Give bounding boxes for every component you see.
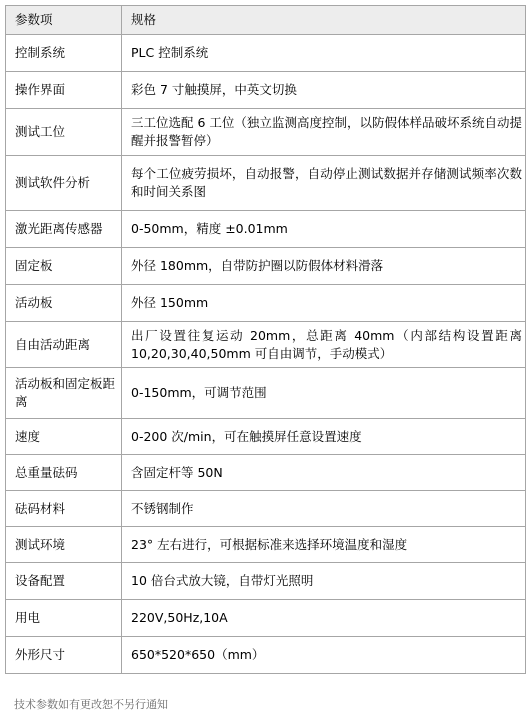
table-row xyxy=(6,637,526,674)
spec-cell: 含固定杆等 50N xyxy=(122,455,526,491)
table-row xyxy=(6,419,526,455)
spec-cell: 0-200 次/min，可在触摸屏任意设置速度 xyxy=(122,419,526,455)
spec-table xyxy=(5,5,526,674)
spec-cell: 每个工位疲劳损坏，自动报警，自动停止测试数据并存储测试频率次数和时间关系图 xyxy=(122,156,526,211)
param-cell: 活动板和固定板距离 xyxy=(6,368,122,419)
header-spec-cell: 规格 xyxy=(122,6,526,35)
spec-cell: 220V,50Hz,10A xyxy=(122,600,526,637)
spec-cell: 0-150mm，可调节范围 xyxy=(122,368,526,419)
param-cell: 速度 xyxy=(6,419,122,455)
table-row xyxy=(6,563,526,600)
table-row xyxy=(6,285,526,322)
param-cell: 自由活动距离 xyxy=(6,322,122,368)
spec-cell: 三工位选配 6 工位（独立监测高度控制，以防假体样品破坏系统自动提醒并报警暂停） xyxy=(122,109,526,156)
table-row xyxy=(6,72,526,109)
spec-cell: 10 倍台式放大镜，自带灯光照明 xyxy=(122,563,526,600)
spec-cell: 0-50mm，精度 ±0.01mm xyxy=(122,211,526,248)
footnote: 技术参数如有更改恕不另行通知 xyxy=(14,698,168,711)
param-cell: 砝码材料 xyxy=(6,491,122,527)
param-cell: 测试环境 xyxy=(6,527,122,563)
table-row xyxy=(6,211,526,248)
table-row xyxy=(6,600,526,637)
param-cell: 活动板 xyxy=(6,285,122,322)
param-cell: 测试工位 xyxy=(6,109,122,156)
spec-cell: 23° 左右进行，可根据标准来选择环境温度和湿度 xyxy=(122,527,526,563)
spec-cell: 不锈钢制作 xyxy=(122,491,526,527)
table-row xyxy=(6,491,526,527)
header-param-cell: 参数项 xyxy=(6,6,122,35)
spec-cell: 外径 180mm，自带防护圈以防假体材料滑落 xyxy=(122,248,526,285)
param-cell: 总重量砝码 xyxy=(6,455,122,491)
spec-cell: PLC 控制系统 xyxy=(122,35,526,72)
table-row xyxy=(6,368,526,419)
spec-cell: 彩色 7 寸触摸屏，中英文切换 xyxy=(122,72,526,109)
param-cell: 操作界面 xyxy=(6,72,122,109)
param-cell: 用电 xyxy=(6,600,122,637)
table-row xyxy=(6,455,526,491)
table-row xyxy=(6,109,526,156)
spec-cell: 650*520*650（mm） xyxy=(122,637,526,674)
spec-table-body xyxy=(6,6,526,674)
table-row xyxy=(6,527,526,563)
param-cell: 固定板 xyxy=(6,248,122,285)
table-row xyxy=(6,156,526,211)
param-cell: 激光距离传感器 xyxy=(6,211,122,248)
table-row xyxy=(6,35,526,72)
table-row xyxy=(6,248,526,285)
table-row xyxy=(6,322,526,368)
param-cell: 测试软件分析 xyxy=(6,156,122,211)
spec-cell: 出厂设置往复运动 20mm，总距离 40mm（内部结构设置距离 10,20,30,40,50mm 可自由调节，手动模式） xyxy=(122,322,526,368)
table-header-row xyxy=(6,6,526,35)
param-cell: 设备配置 xyxy=(6,563,122,600)
param-cell: 外形尺寸 xyxy=(6,637,122,674)
spec-cell: 外径 150mm xyxy=(122,285,526,322)
param-cell: 控制系统 xyxy=(6,35,122,72)
